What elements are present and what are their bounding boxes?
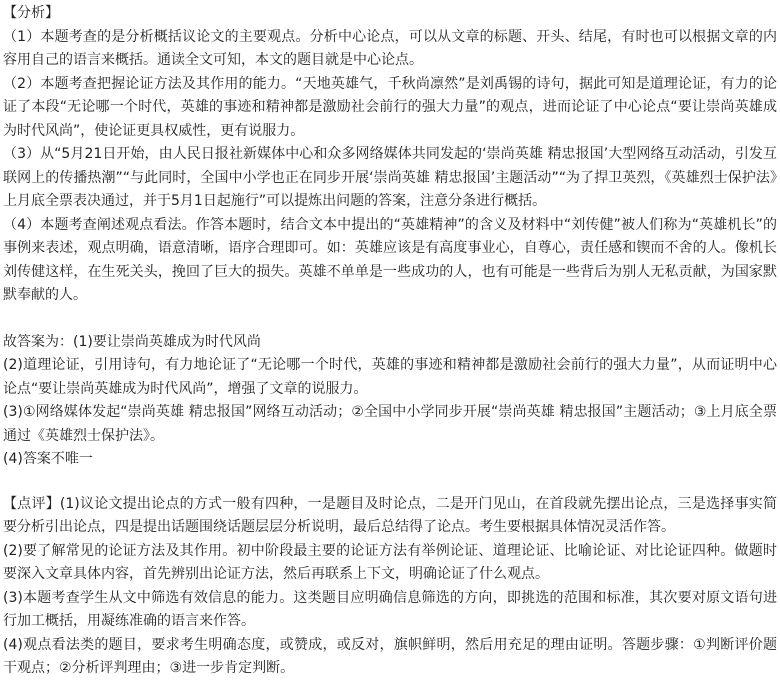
answer-item-2: (2)道理论证，引用诗句，有力地论证了“无论哪一个时代，英雄的事迹和精神都是激励社会前行的强大力量”，从而证明中心论点“要让崇尚英雄成为时代风尚”，增强了文章的说服力。	[3, 357, 777, 397]
section-spacer	[3, 308, 777, 331]
answer-item-1: 故答案为：(1)要让崇尚英雄成为时代风尚	[3, 333, 261, 350]
comment-section	[3, 493, 777, 681]
comment-item-2: (2)要了解常见的论证方法及其作用。初中阶段最主要的论证方法有举例论证、道理论证、比喻论证、对比论证四种。做题时要深入文章具体内容，首先辨别出论证方法，然后再联系上下文，明确论证了什么观点。	[3, 542, 777, 582]
comment-item-1: 【点评】(1)议论文提出论点的方式一般有四种，一是题目及时论点，二是开门见山，在首段就先摆出论点，三是选择事实简要分析引出论点，四是提出话题围绕话题层层分析说明，最后总结得了论点。考生要根据具体情况灵活作答。	[3, 495, 777, 535]
analysis-point-4: （4）本题考查阐述观点看法。作答本题时，结合文本中提出的“英雄精神”的含义及材料中“刘传健”被人们称为“英雄机长”的事例来表述，观点明确，语意清晰，语序合理即可。如：英雄应该是有高度事业心，自尊心，责任感和锲而不舍的人。像机长刘传健这样，在生死关头，挽回了巨大的损失。英雄不单单是一些成功的人，也有可能是一些背后为别人无私贡献，为国家默默奉献的人。	[3, 216, 777, 303]
solution-document	[3, 2, 777, 681]
section-spacer	[3, 472, 777, 493]
analysis-point-2: （2）本题考查把握论证方法及其作用的能力。“天地英雄气，千秋尚凛然”是刘禹锡的诗句，据此可知是道理论证，有力的论证了本段“无论哪一个时代，英雄的事迹和精神都是激励社会前行的强大力量”的观点，进而论证了中心论点“要让崇尚英雄成为时代风尚”，使论证更具权威性，更有说服力。	[3, 75, 777, 139]
comment-item-3: (3)本题考查学生从文中筛选有效信息的能力。这类题目应明确信息筛选的方向，即挑选的范围和标准，其次要对原文语句进行加工概括，用凝练准确的语言来作答。	[3, 589, 777, 629]
analysis-point-1: （1）本题考查的是分析概括议论文的主要观点。分析中心论点，可以从文章的标题、开头、结尾，有时也可以根据文章的内容用自己的语言来概括。通读全文可知，本文的题目就是中心论点。	[3, 28, 777, 68]
answer-section	[3, 331, 777, 472]
comment-item-4: (4)观点看法类的题目，要求考生明确态度，或赞成，或反对，旗帜鲜明，然后用充足的理由证明。答题步骤：①判断评价题干观点；②分析评判理由；③进一步肯定判断。	[3, 636, 777, 676]
analysis-header: 【分析】	[3, 5, 59, 21]
analysis-section	[3, 2, 777, 308]
answer-item-3: (3)①网络媒体发起“崇尚英雄 精忠报国”网络互动活动；②全国中小学同步开展“崇尚英雄 精忠报国”主题活动；③上月底全票通过《英雄烈士保护法》。	[3, 404, 777, 444]
answer-item-4: (4)答案不唯一	[3, 451, 93, 467]
analysis-point-3: （3）从“5月21日开始，由人民日报社新媒体中心和众多网络媒体共同发起的‘崇尚英雄 精忠报国’大型网络互动活动，引发互联网上的传播热潮”“与此同时，全国中小学也正在同步开展‘崇尚英雄 精忠报国’主题活动”“为了捍卫英烈，《英雄烈士保护法》上月底全票表决通过，并于5月1日起施行”可以提炼出问题的答案，注意分条进行概括。	[3, 146, 777, 209]
